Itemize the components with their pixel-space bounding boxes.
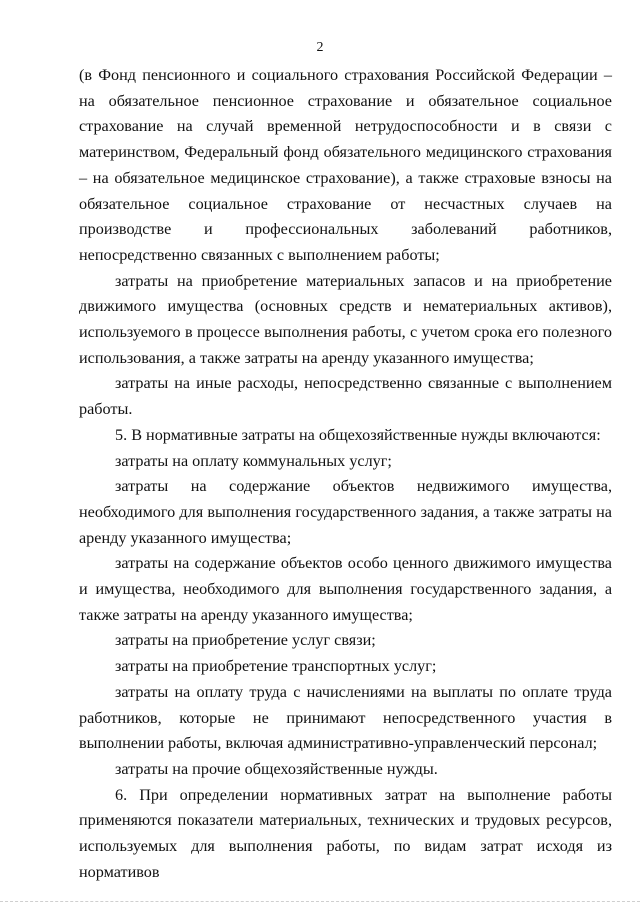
paragraph-other-general-needs: затраты на прочие общехозяйственные нужды.	[115, 759, 438, 778]
paragraph-section-5-heading: 5. В нормативные затраты на общехозяйственные нужды включаются:	[115, 425, 601, 444]
paragraph-movable-property: затраты на содержание объектов особо ценного движимого имущества и имущества, необходимого для выполнения государственного задания, а также затраты на аренду указанного имущества;	[79, 554, 612, 624]
paragraph-other-costs: затраты на иные расходы, непосредственно связанные с выполнением работы.	[79, 374, 612, 419]
paragraph-transport-services: затраты на приобретение транспортных услуг;	[115, 657, 437, 676]
paragraph-communication-services: затраты на приобретение услуг связи;	[115, 631, 376, 650]
paragraph-section-6: 6. При определении нормативных затрат на выполнение работы применяются показатели материальных, технических и трудовых ресурсов, используемых для выполнения работы, по видам затрат исходя из нормативов	[79, 785, 612, 881]
paragraph-real-estate: затраты на содержание объектов недвижимого имущества, необходимого для выполнения государственного задания, а также затраты на аренду указанного имущества;	[79, 477, 612, 547]
page-number: 2	[316, 40, 324, 55]
document-body	[79, 63, 612, 886]
page-bottom-edge	[0, 901, 640, 903]
paragraph-material-costs: затраты на приобретение материальных запасов и на приобретение движимого имущества (основных средств и нематериальных активов), используемого в процессе выполнения работы, с учетом срока его полезного использования, а также затраты на аренду указанного имущества;	[79, 271, 612, 367]
paragraph-insurance-contributions: (в Фонд пенсионного и социального страхования Российской Федерации – на обязательное пенсионное страхование и обязательное социальное страхование на случай временной нетрудоспособности и в связи с материнством, Федеральный фонд обязательного медицинского страхования – на обязательное медицинское страхование), а также страховые взносы на обязательное социальное страхование от несчастных случаев на производстве и профессиональных заболеваний работников, непосредственно связанных с выполнением работы;	[79, 66, 612, 264]
paragraph-labor-costs: затраты на оплату труда с начислениями на выплаты по оплате труда работников, которые не принимают непосредственного участия в выполнении работы, включая административно-управленческий персонал;	[79, 682, 612, 753]
paragraph-utilities: затраты на оплату коммунальных услуг;	[115, 451, 392, 470]
